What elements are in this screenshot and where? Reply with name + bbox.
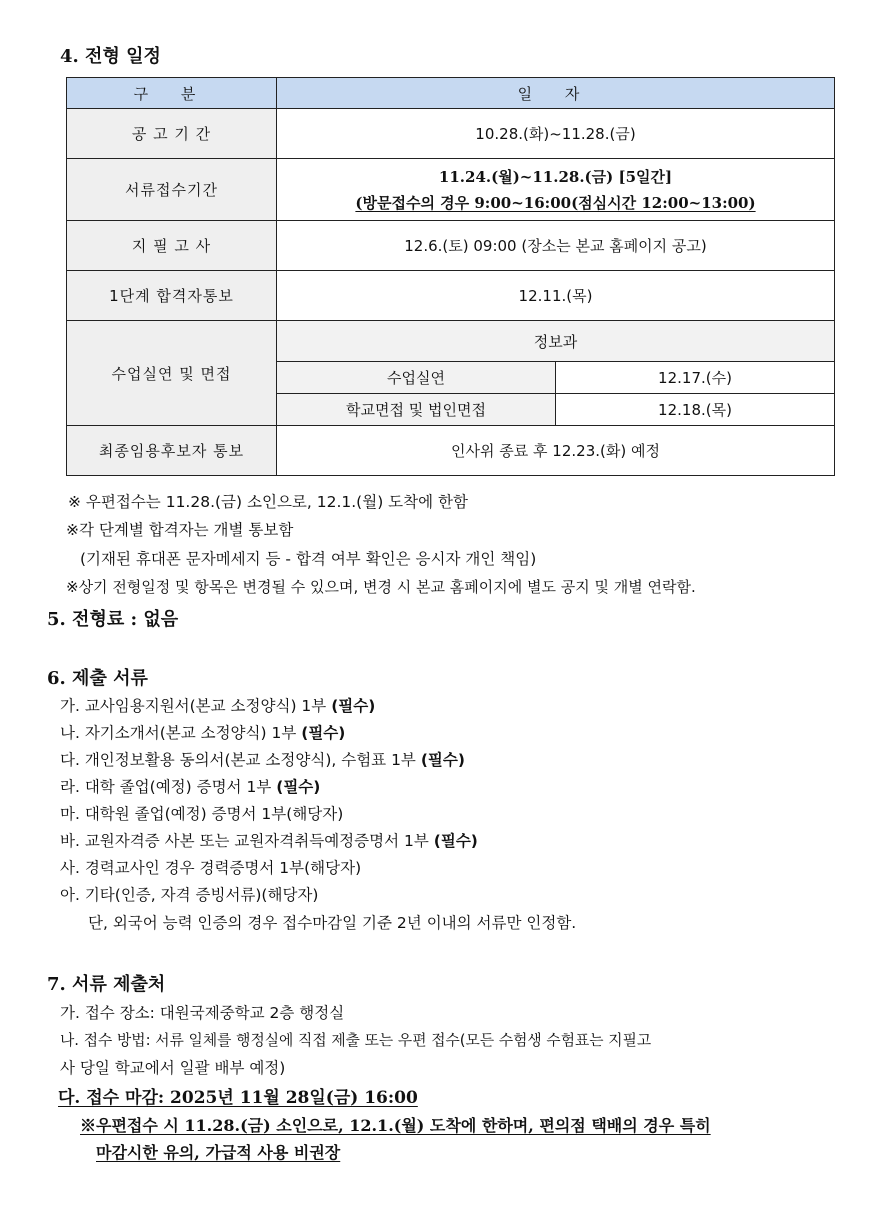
row-demo-sub2-label: 학교면접 및 법인면접 — [277, 394, 556, 426]
submit-warning-line2: 마감시한 유의, 가급적 사용 비권장 — [96, 1143, 341, 1162]
row-demo-label: 수업실연 및 면접 — [67, 321, 277, 426]
row-written-label: 지 필 고 사 — [67, 221, 277, 271]
submit-method-line1: 나. 접수 방법: 서류 일체를 행정실에 직접 제출 또는 우편 접수(모든 수험생 수험표는 지필고 — [60, 1032, 652, 1049]
row-stage1-label: 1단계 합격자통보 — [67, 271, 277, 321]
doc-item: 다. 개인정보활용 동의서(본교 소정양식), 수험표 1부 (필수) — [60, 751, 465, 769]
row-final-label: 최종임용후보자 통보 — [67, 426, 277, 476]
submit-place: 가. 접수 장소: 대원국제중학교 2층 행정실 — [60, 1004, 345, 1022]
row-docs-value — [277, 159, 835, 221]
doc-item: 아. 기타(인증, 자격 증빙서류)(해당자) — [60, 886, 319, 904]
row-docs-label: 서류접수기간 — [67, 159, 277, 221]
row-demo-sub1-label: 수업실연 — [277, 362, 556, 394]
schedule-table — [66, 77, 835, 476]
row-notice-label: 공 고 기 간 — [67, 109, 277, 159]
section6-title: 6. 제출 서류 — [47, 668, 148, 689]
note-individual: ※각 단계별 합격자는 개별 통보함 — [66, 521, 294, 539]
note-responsibility: (기재된 휴대폰 문자메세지 등 - 합격 여부 확인은 응시자 개인 책임) — [80, 550, 537, 568]
submit-method-line2: 사 당일 학교에서 일괄 배부 예정) — [60, 1059, 286, 1077]
row-demo-dept: 정보과 — [277, 321, 835, 362]
note-postal: ※ 우편접수는 11.28.(금) 소인으로, 12.1.(월) 도착에 한함 — [68, 493, 468, 511]
row-stage1-value: 12.11.(목) — [277, 271, 835, 321]
docs-period: 11.24.(월)~11.28.(금) [5일간] — [438, 167, 673, 186]
row-notice-value: 10.28.(화)~11.28.(금) — [277, 109, 835, 159]
docs-visit-hours: (방문접수의 경우 9:00~16:00(점심시간 12:00~13:00) — [355, 193, 756, 212]
header-category: 구 분 — [67, 78, 277, 109]
row-final-value: 인사위 종료 후 12.23.(화) 예정 — [277, 426, 835, 476]
section4-title: 4. 전형 일정 — [60, 46, 161, 67]
doc-item: 바. 교원자격증 사본 또는 교원자격취득예정증명서 1부 (필수) — [60, 832, 478, 850]
doc-item: 마. 대학원 졸업(예정) 증명서 1부(해당자) — [60, 805, 344, 823]
doc-item: 사. 경력교사인 경우 경력증명서 1부(해당자) — [60, 859, 362, 877]
submit-deadline: 다. 접수 마감: 2025년 11월 28일(금) 16:00 — [58, 1088, 418, 1108]
section5-title: 5. 전형료 : 없음 — [47, 609, 179, 630]
doc-footnote: 단, 외국어 능력 인증의 경우 접수마감일 기준 2년 이내의 서류만 인정함. — [88, 914, 577, 932]
doc-item: 가. 교사임용지원서(본교 소정양식) 1부 (필수) — [60, 697, 376, 715]
row-demo-sub1-value: 12.17.(수) — [556, 362, 835, 394]
row-demo-sub2-value: 12.18.(목) — [556, 394, 835, 426]
row-written-value: 12.6.(토) 09:00 (장소는 본교 홈페이지 공고) — [277, 221, 835, 271]
submit-warning-line1: ※우편접수 시 11.28.(금) 소인으로, 12.1.(월) 도착에 한하며, 편의점 택배의 경우 특히 — [80, 1116, 711, 1135]
section7-title: 7. 서류 제출처 — [47, 974, 166, 995]
doc-item: 라. 대학 졸업(예정) 증명서 1부 (필수) — [60, 778, 321, 796]
note-changes: ※상기 전형일정 및 항목은 변경될 수 있으며, 변경 시 본교 홈페이지에 별도 공지 및 개별 연락함. — [66, 578, 696, 596]
doc-item: 나. 자기소개서(본교 소정양식) 1부 (필수) — [60, 724, 346, 742]
header-date: 일 자 — [277, 78, 835, 109]
